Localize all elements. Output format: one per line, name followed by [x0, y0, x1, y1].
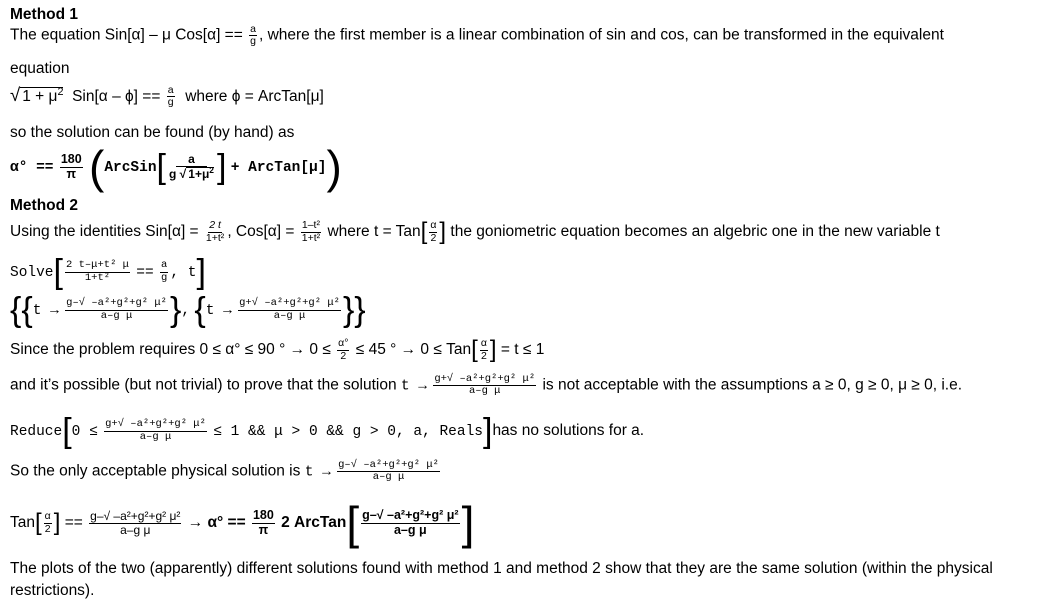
fraction-denominator: 1+t²: [205, 231, 225, 244]
fraction: [65, 260, 130, 283]
result-t1: t →: [32, 303, 59, 320]
method1-solution: [10, 141, 342, 193]
open-bracket-icon: [: [420, 218, 428, 245]
text-span: is not acceptable with the assumptions a ≥ 0, g ≥ 0, μ ≥ 0, i.e.: [542, 376, 963, 394]
reduce-a: 0 ≤: [71, 424, 98, 441]
result-sep: ,: [181, 303, 191, 320]
fraction: [168, 153, 215, 180]
fraction-numerator: a: [250, 23, 256, 35]
fraction: [160, 260, 168, 283]
fraction-numerator: g–√ –a²+g²+g² μ²: [362, 508, 459, 523]
open-brace-icon: {{: [10, 291, 33, 329]
fraction-numerator: α: [480, 337, 487, 350]
den-g: g: [169, 167, 177, 181]
fraction: [252, 509, 275, 536]
text-span: , Cos[α] =: [227, 223, 295, 241]
text-span: has no solutions for a.: [492, 422, 645, 440]
open-bracket-icon: [: [156, 148, 166, 186]
arcsin-label: ArcSin: [104, 160, 157, 177]
close-paren-icon: ): [326, 141, 342, 193]
solve-input: [10, 255, 206, 289]
fraction-denominator: a–g μ: [100, 309, 133, 322]
equation-middle: Sin[α – ϕ] ==: [72, 88, 161, 105]
and-t: t →: [400, 378, 427, 395]
fraction-numerator: a: [176, 153, 207, 167]
solve-eq: ==: [136, 265, 154, 282]
text-span: The equation Sin[α] – μ Cos[α] ==: [10, 26, 243, 44]
fraction-denominator: π: [258, 522, 269, 537]
fraction-denominator: π: [66, 166, 77, 181]
fraction: [301, 220, 321, 243]
close-brace-icon: }}: [342, 291, 366, 329]
fraction-denominator: 2: [340, 349, 347, 362]
fraction-denominator: g: [167, 96, 174, 109]
method1-equation: [10, 84, 324, 108]
fraction-denominator: 2: [430, 231, 437, 244]
fraction: [104, 419, 207, 442]
text-span: Since the problem requires 0 ≤ α° ≤ 90 ° → 0 ≤: [10, 341, 331, 359]
fraction-numerator: g+√ –a²+g²+g² μ²: [105, 418, 206, 431]
fraction-denominator: 1+t²: [84, 271, 111, 284]
open-bracket-icon: [: [62, 412, 72, 450]
closing-line2: restrictions).: [10, 582, 95, 599]
equation-where: where ϕ = ArcTan[μ]: [185, 88, 324, 105]
solve-keyword: Solve: [10, 265, 54, 282]
sqrt-text: 1 + μ: [22, 88, 58, 105]
fraction-numerator: α: [44, 510, 51, 523]
reduce-line: [10, 414, 644, 448]
fraction-numerator: α: [430, 219, 437, 232]
fraction-numerator: g–√ –a²+g²+g² μ²: [338, 459, 439, 471]
method1-paragraph-line3: so the solution can be found (by hand) as: [10, 124, 295, 141]
fraction-denominator: a–g μ: [468, 385, 501, 398]
fraction-denominator: g: [250, 35, 256, 48]
and-line: [10, 374, 962, 397]
close-bracket-icon: ]: [461, 497, 475, 549]
close-bracket-icon: ]: [216, 148, 227, 186]
open-paren-icon: (: [89, 141, 105, 193]
text-span: , where the first member is a linear combination of sin and cos, can be transformed in the equivalent: [258, 26, 944, 44]
only-t: t →: [304, 464, 331, 481]
open-bracket-icon: [: [346, 497, 360, 549]
text-span: Using the identities Sin[α] =: [10, 223, 199, 241]
fraction: [60, 153, 83, 180]
fraction-numerator: a: [161, 259, 168, 272]
fraction: [480, 338, 488, 361]
fraction-numerator: g+√ –a²+g²+g² μ²: [239, 297, 340, 310]
close-bracket-icon: ]: [53, 509, 61, 536]
fraction: [167, 85, 175, 108]
close-bracket-icon: ]: [482, 412, 493, 450]
fraction-numerator: g–√ –a²+g²+g² μ²: [90, 508, 181, 523]
text-span: So the only acceptable physical solution is: [10, 462, 301, 480]
fraction-denominator: a–g μ: [120, 522, 151, 537]
close-bracket-icon: ]: [439, 218, 447, 245]
fraction-denominator: g: [161, 271, 168, 284]
fraction-numerator: a: [167, 84, 174, 97]
fraction: [429, 220, 437, 243]
arctan-term: + ArcTan[μ]: [230, 160, 327, 177]
fraction: [238, 298, 341, 321]
final-tan: Tan: [10, 514, 35, 532]
fraction-numerator: 2 t: [209, 219, 221, 232]
final-eq: ==: [64, 514, 83, 532]
sqrt-content: [20, 87, 63, 106]
result-t2: t →: [205, 303, 232, 320]
fraction: [205, 220, 225, 243]
fraction: [433, 374, 536, 397]
exponent: 2: [57, 85, 64, 98]
fraction-denominator: 1+t²: [301, 231, 321, 244]
fraction-denominator: 2: [480, 349, 487, 362]
fraction-numerator: 2 t–μ+t² μ: [65, 259, 129, 272]
exponent: 2: [209, 165, 214, 175]
fraction: [65, 298, 168, 321]
fraction-numerator: 180: [60, 152, 82, 167]
final-arrow: → α° ==: [187, 514, 246, 532]
final-arctan: 2 ArcTan: [281, 514, 347, 532]
closing-line1: The plots of the two (apparently) different solutions found with method 1 and method 2 show that they are the same solution (within the physical: [10, 560, 993, 577]
open-bracket-icon: [: [35, 509, 42, 536]
text-span: ≤ 45 ° → 0 ≤ Tan: [355, 341, 472, 359]
reduce-keyword: Reduce: [10, 424, 63, 441]
sqrt-content: [186, 167, 214, 181]
fraction-numerator: 180: [252, 508, 274, 523]
fraction: [337, 338, 349, 361]
fraction: [44, 511, 52, 534]
fraction-denominator: a–g μ: [273, 309, 306, 322]
fraction-denominator: g √ $1+\mu^2$: [169, 165, 214, 181]
close-bracket-icon: ]: [489, 336, 497, 363]
method1-heading: Method 1: [10, 6, 79, 23]
text-span: the goniometric equation becomes an algebric one in the new variable t: [450, 223, 940, 241]
fraction-denominator: a–g μ: [372, 471, 405, 484]
fraction-denominator: a–g μ: [139, 430, 172, 443]
final-line: [10, 497, 475, 549]
fraction: [249, 24, 257, 47]
fraction-numerator: 1–t²: [301, 219, 320, 232]
method2-paragraph-line1: [10, 220, 940, 244]
fraction: [89, 510, 181, 536]
open-bracket-icon: [: [53, 253, 63, 291]
fraction-denominator: 2: [44, 522, 51, 535]
text-span: where t = Tan: [327, 223, 421, 241]
open-bracket-icon: [: [471, 336, 478, 363]
only-line: [10, 460, 442, 483]
method1-paragraph-line2: equation: [10, 60, 70, 77]
solve-result: [10, 293, 366, 327]
solve-var: , t: [170, 265, 197, 282]
fraction-numerator: α°: [338, 337, 349, 350]
fraction: [361, 509, 459, 536]
solution-lhs: α° ==: [10, 160, 54, 177]
open-brace-icon: {: [194, 291, 206, 329]
sqrt-symbol-icon: √: [10, 84, 21, 105]
method1-paragraph-line1: [10, 24, 944, 47]
reduce-b: ≤ 1 && μ > 0 && g > 0, a, Reals: [213, 424, 483, 441]
fraction: [337, 460, 440, 483]
method2-heading: Method 2: [10, 197, 79, 214]
text-span: and it’s possible (but not trivial) to prove that the solution: [10, 376, 397, 394]
fraction-numerator: g–√ –a²+g²+g² μ²: [66, 297, 167, 310]
close-bracket-icon: ]: [196, 253, 206, 291]
sqrt-text: 1+μ: [188, 167, 210, 181]
close-brace-icon: }: [169, 291, 182, 329]
fraction-denominator: a–g μ: [393, 522, 427, 537]
fraction-numerator: g+√ –a²+g²+g² μ²: [434, 373, 536, 385]
text-span: = t ≤ 1: [500, 341, 545, 359]
since-line: [10, 338, 544, 362]
